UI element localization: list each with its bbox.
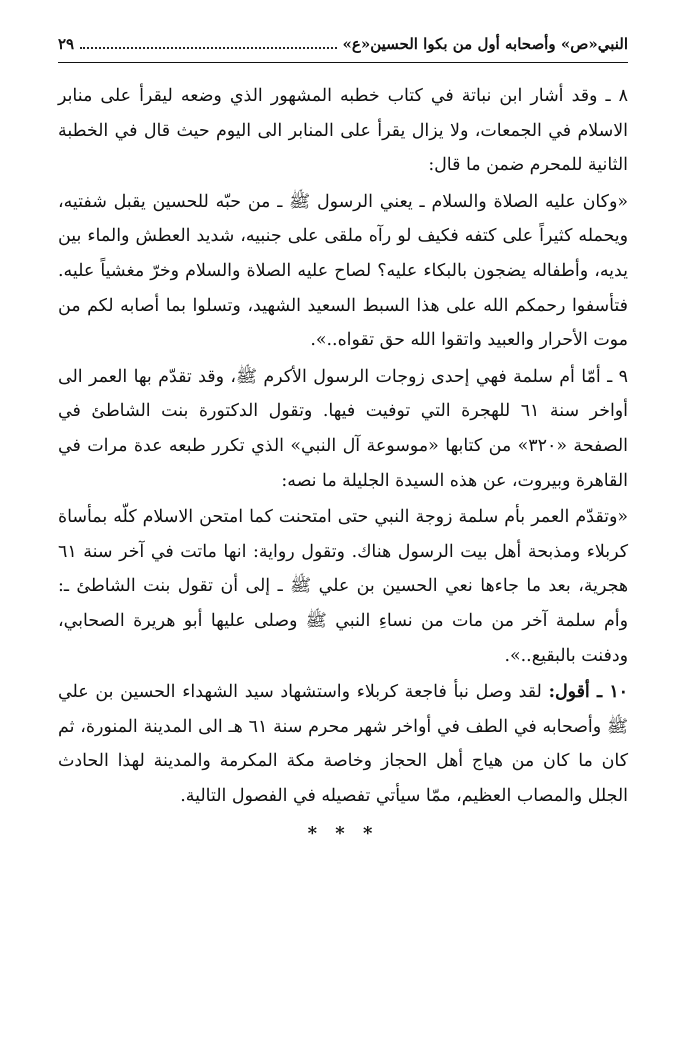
paragraph-10 [58, 675, 628, 813]
header-leader-dots [80, 39, 336, 49]
paragraph-quote-bint-shati [58, 500, 628, 673]
paragraph-text: لقد وصل نبأ فاجعة كربلاء واستشهاد سيد الشهداء الحسين بن علي ﷺ وأصحابه في الطف في أواخر شهر محرم سنة ٦١ هـ الى المدينة المنورة، ثم كان ما كان من هياج أهل الحجاز وخاصة مكة المكرمة والمدينة لهذا الحادث الجلل والمصاب العظيم، ممّا سيأتي تفصيله في الفصول التالية. [58, 682, 628, 806]
paragraph-9 [58, 360, 628, 498]
page-number: ٢٩ [58, 35, 75, 53]
paragraph-lead: ١٠ ـ أقول: [548, 682, 629, 703]
document-page [58, 30, 628, 844]
paragraph-text: ٨ ـ وقد أشار ابن نباتة في كتاب خطبه المشهور الذي وضعه ليقرأ على منابر الاسلام في الجمعات، ولا يزال يقرأ على المنابر الى اليوم حيث قال في الخطبة الثانية للمحرم ضمن ما قال: [58, 86, 628, 176]
running-header [58, 30, 628, 58]
paragraph-text: ٩ ـ أمّا أم سلمة فهي إحدى زوجات الرسول الأكرم ﷺ، وقد تقدّم بها العمر الى أواخر سنة ٦١ للهجرة التي توفيت فيها. وتقول الدكتورة بنت الشاطئ في الصفحة «٣٢٠» من كتابها «موسوعة آل النبي» الذي تكرر طبعه عدة مرات في القاهرة وبيروت، عن هذه السيدة الجليلة ما نصه: [58, 366, 628, 491]
paragraph-text: «وتقدّم العمر بأم سلمة زوجة النبي حتى امتحنت كما امتحن الاسلام كلّه بمأساة كربلاء ومذبحة أهل بيت الرسول هناك. وتقول رواية: انها ماتت في آخر سنة ٦١ هجرية، بعد ما جاءها نعي الحسين بن علي ﷺ ـ إلى أن تقول بنت الشاطئ ـ: وأم سلمة آخر من مات من نساءِ النبي ﷺ وصلى عليها أبو هريرة الصحابي، ودفنت بالبقيع..». [58, 507, 628, 666]
paragraph-8 [58, 79, 628, 183]
header-rule [58, 62, 628, 63]
paragraph-text: «وكان عليه الصلاة والسلام ـ يعني الرسول ﷺ ـ من حبّه للحسين يقبل شفتيه، ويحمله كثيراً على كتفه فكيف لو رآه ملقى على جنبيه، شديد العطش والماء بين يديه، وأطفاله يضجون بالبكاء عليه؟ لصاح عليه الصلاة والسلام وخرّ مغشياً عليه. فتأسفوا رحمكم الله على هذا السبط السعيد الشهيد، وتسلوا بما أصابه لكم من موت الأحرار والعبيد واتقوا الله حق تقواه..». [58, 191, 628, 351]
header-title: النبي«ص» وأصحابه أول من بكوا الحسين«ع» [342, 35, 628, 53]
section-ornament: * * * [307, 823, 379, 845]
paragraph-quote-ibn-nubata [58, 185, 628, 358]
